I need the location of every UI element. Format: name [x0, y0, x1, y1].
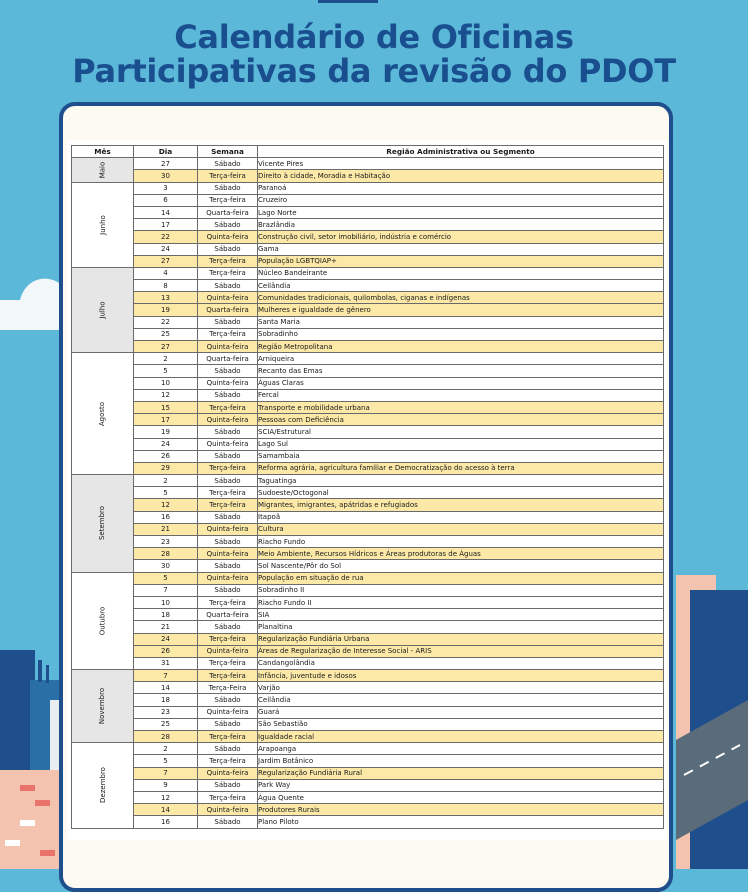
weekday-cell: Quinta-feira	[198, 377, 258, 389]
table-row	[72, 487, 664, 499]
day-cell: 13	[134, 292, 198, 304]
region-cell: Produtores Rurais	[258, 804, 664, 816]
day-cell: 4	[134, 267, 198, 279]
month-label: Novembro	[98, 688, 107, 725]
table-row	[72, 243, 664, 255]
table-row	[72, 596, 664, 608]
table-row	[72, 389, 664, 401]
table-row	[72, 706, 664, 718]
day-cell: 21	[134, 523, 198, 535]
month-label: Dezembro	[98, 767, 107, 804]
table-row	[72, 170, 664, 182]
weekday-cell: Terça-feira	[198, 462, 258, 474]
day-cell: 8	[134, 280, 198, 292]
table-row	[72, 194, 664, 206]
table-row	[72, 267, 664, 279]
weekday-cell: Quinta-feira	[198, 804, 258, 816]
region-cell: Mulheres e igualdade de gênero	[258, 304, 664, 316]
month-cell	[72, 670, 134, 743]
weekday-cell: Terça-feira	[198, 791, 258, 803]
region-cell: Recanto das Emas	[258, 365, 664, 377]
day-cell: 12	[134, 499, 198, 511]
day-cell: 7	[134, 670, 198, 682]
left-window	[5, 840, 20, 846]
table-row	[72, 365, 664, 377]
weekday-cell: Sábado	[198, 560, 258, 572]
table-row	[72, 316, 664, 328]
region-cell: Regularização Fundiária Rural	[258, 767, 664, 779]
day-cell: 5	[134, 572, 198, 584]
weekday-cell: Sábado	[198, 316, 258, 328]
weekday-cell: Quinta-feira	[198, 341, 258, 353]
table-row	[72, 657, 664, 669]
region-cell: Park Way	[258, 779, 664, 791]
table-row	[72, 219, 664, 231]
table-row	[72, 414, 664, 426]
table-row	[72, 791, 664, 803]
region-cell: São Sebastião	[258, 718, 664, 730]
month-label: Maio	[98, 161, 107, 179]
table-row	[72, 475, 664, 487]
day-cell: 12	[134, 389, 198, 401]
table-row	[72, 633, 664, 645]
weekday-cell: Sábado	[198, 243, 258, 255]
weekday-cell: Sábado	[198, 280, 258, 292]
table-row	[72, 743, 664, 755]
day-cell: 31	[134, 657, 198, 669]
weekday-cell: Sábado	[198, 450, 258, 462]
table-row	[72, 341, 664, 353]
region-cell: Pessoas com Deficiência	[258, 414, 664, 426]
table-row	[72, 755, 664, 767]
weekday-cell: Terça-feira	[198, 170, 258, 182]
day-cell: 19	[134, 426, 198, 438]
region-cell: Comunidades tradicionais, quilombolas, ciganas e indígenas	[258, 292, 664, 304]
table-row	[72, 353, 664, 365]
title-line-2: Participativas da revisão do PDOT	[72, 52, 676, 90]
day-cell: 17	[134, 414, 198, 426]
region-cell: Cultura	[258, 523, 664, 535]
table-row	[72, 328, 664, 340]
region-cell: Infância, juventude e idosos	[258, 670, 664, 682]
day-cell: 28	[134, 548, 198, 560]
day-cell: 29	[134, 462, 198, 474]
table-row	[72, 694, 664, 706]
weekday-cell: Quarta-feira	[198, 353, 258, 365]
day-cell: 26	[134, 645, 198, 657]
day-cell: 14	[134, 804, 198, 816]
day-cell: 6	[134, 194, 198, 206]
weekday-cell: Sábado	[198, 621, 258, 633]
day-cell: 30	[134, 560, 198, 572]
day-cell: 27	[134, 341, 198, 353]
region-cell: Itapoã	[258, 511, 664, 523]
left-cloud-shape	[0, 279, 62, 330]
weekday-cell: Quinta-feira	[198, 292, 258, 304]
table-row	[72, 572, 664, 584]
region-cell: Núcleo Bandeirante	[258, 267, 664, 279]
region-cell: Sudoeste/Octogonal	[258, 487, 664, 499]
day-cell: 3	[134, 182, 198, 194]
weekday-cell: Sábado	[198, 816, 258, 828]
region-cell: Construção civil, setor imobiliário, indústria e comércio	[258, 231, 664, 243]
region-cell: Paranoá	[258, 182, 664, 194]
month-label: Outubro	[98, 606, 107, 636]
table-row	[72, 767, 664, 779]
day-cell: 16	[134, 816, 198, 828]
table-row	[72, 462, 664, 474]
region-cell: Sobradinho II	[258, 584, 664, 596]
table-row	[72, 804, 664, 816]
month-cell	[72, 267, 134, 352]
weekday-cell: Sábado	[198, 536, 258, 548]
region-cell: Lago Norte	[258, 206, 664, 218]
region-cell: Ceilândia	[258, 280, 664, 292]
weekday-cell: Sábado	[198, 365, 258, 377]
day-cell: 5	[134, 755, 198, 767]
header-dia: Dia	[134, 146, 198, 158]
weekday-cell: Terça-feira	[198, 670, 258, 682]
left-antenna-2	[46, 665, 49, 683]
table-row	[72, 584, 664, 596]
day-cell: 14	[134, 206, 198, 218]
region-cell: Planaltina	[258, 621, 664, 633]
day-cell: 25	[134, 718, 198, 730]
region-cell: Varjão	[258, 682, 664, 694]
region-cell: SCIA/Estrutural	[258, 426, 664, 438]
left-window	[35, 800, 50, 806]
weekday-cell: Sábado	[198, 743, 258, 755]
month-label: Junho	[98, 214, 107, 235]
weekday-cell: Quarta-feira	[198, 304, 258, 316]
weekday-cell: Sábado	[198, 511, 258, 523]
region-cell: Água Quente	[258, 791, 664, 803]
weekday-cell: Quinta-feira	[198, 706, 258, 718]
region-cell: Gama	[258, 243, 664, 255]
month-cell	[72, 158, 134, 182]
region-cell: Samambaia	[258, 450, 664, 462]
day-cell: 30	[134, 170, 198, 182]
month-cell	[72, 475, 134, 573]
weekday-cell: Quinta-feira	[198, 523, 258, 535]
table-row	[72, 731, 664, 743]
weekday-cell: Terça-feira	[198, 255, 258, 267]
region-cell: Sol Nascente/Pôr do Sol	[258, 560, 664, 572]
weekday-cell: Sábado	[198, 779, 258, 791]
table-row	[72, 536, 664, 548]
header-regiao: Região Administrativa ou Segmento	[258, 146, 664, 158]
day-cell: 27	[134, 158, 198, 170]
table-row	[72, 499, 664, 511]
day-cell: 10	[134, 596, 198, 608]
page-title	[0, 20, 748, 88]
region-cell: SIA	[258, 609, 664, 621]
table-row	[72, 450, 664, 462]
region-cell: Candangolândia	[258, 657, 664, 669]
weekday-cell: Quinta-feira	[198, 438, 258, 450]
weekday-cell: Terça-feira	[198, 633, 258, 645]
weekday-cell: Sábado	[198, 584, 258, 596]
day-cell: 18	[134, 694, 198, 706]
weekday-cell: Terça-feira	[198, 499, 258, 511]
region-cell: Riacho Fundo II	[258, 596, 664, 608]
region-cell: Transporte e mobilidade urbana	[258, 401, 664, 413]
day-cell: 2	[134, 353, 198, 365]
weekday-cell: Quinta-feira	[198, 645, 258, 657]
weekday-cell: Terça-feira	[198, 267, 258, 279]
region-cell: População LGBTQIAP+	[258, 255, 664, 267]
table-row	[72, 292, 664, 304]
weekday-cell: Sábado	[198, 219, 258, 231]
weekday-cell: Quinta-feira	[198, 414, 258, 426]
day-cell: 28	[134, 731, 198, 743]
table-row	[72, 182, 664, 194]
region-cell: Ceilândia	[258, 694, 664, 706]
table-row	[72, 158, 664, 170]
day-cell: 18	[134, 609, 198, 621]
day-cell: 2	[134, 743, 198, 755]
weekday-cell: Terça-feira	[198, 731, 258, 743]
region-cell: Plano Piloto	[258, 816, 664, 828]
table-row	[72, 438, 664, 450]
month-cell	[72, 353, 134, 475]
region-cell: Reforma agrária, agricultura familiar e Democratização do acesso à terra	[258, 462, 664, 474]
weekday-cell: Sábado	[198, 426, 258, 438]
day-cell: 19	[134, 304, 198, 316]
weekday-cell: Terça-feira	[198, 755, 258, 767]
region-cell: Taguatinga	[258, 475, 664, 487]
region-cell: Riacho Fundo	[258, 536, 664, 548]
table-row	[72, 231, 664, 243]
day-cell: 23	[134, 536, 198, 548]
day-cell: 24	[134, 438, 198, 450]
table-row	[72, 255, 664, 267]
region-cell: Santa Maria	[258, 316, 664, 328]
table-body	[72, 158, 664, 828]
region-cell: Igualdade racial	[258, 731, 664, 743]
weekday-cell: Sábado	[198, 182, 258, 194]
table-row	[72, 670, 664, 682]
day-cell: 21	[134, 621, 198, 633]
table-row	[72, 511, 664, 523]
region-cell: Arapoanga	[258, 743, 664, 755]
left-antenna	[38, 660, 42, 682]
weekday-cell: Sábado	[198, 694, 258, 706]
region-cell: Cruzeiro	[258, 194, 664, 206]
region-cell: Regularização Fundiária Urbana	[258, 633, 664, 645]
weekday-cell: Sábado	[198, 718, 258, 730]
calendar-table	[71, 145, 664, 829]
table-row	[72, 548, 664, 560]
day-cell: 24	[134, 243, 198, 255]
day-cell: 24	[134, 633, 198, 645]
weekday-cell: Quinta-feira	[198, 548, 258, 560]
day-cell: 2	[134, 475, 198, 487]
weekday-cell: Terça-feira	[198, 194, 258, 206]
table-row	[72, 621, 664, 633]
day-cell: 10	[134, 377, 198, 389]
region-cell: Fercal	[258, 389, 664, 401]
weekday-cell: Terça-feira	[198, 328, 258, 340]
region-cell: Direito à cidade, Moradia e Habitação	[258, 170, 664, 182]
day-cell: 14	[134, 682, 198, 694]
table-row	[72, 609, 664, 621]
region-cell: Jardim Botânico	[258, 755, 664, 767]
table-row	[72, 401, 664, 413]
region-cell: Guará	[258, 706, 664, 718]
left-window	[20, 785, 35, 791]
header-semana: Semana	[198, 146, 258, 158]
day-cell: 27	[134, 255, 198, 267]
day-cell: 15	[134, 401, 198, 413]
weekday-cell: Quarta-feira	[198, 206, 258, 218]
day-cell: 7	[134, 767, 198, 779]
top-accent-bar	[318, 0, 378, 3]
table-header-row	[72, 146, 664, 158]
table-row	[72, 280, 664, 292]
weekday-cell: Terça-feira	[198, 401, 258, 413]
table-row	[72, 560, 664, 572]
day-cell: 5	[134, 365, 198, 377]
weekday-cell: Quinta-feira	[198, 572, 258, 584]
month-label: Julho	[98, 301, 107, 319]
day-cell: 22	[134, 316, 198, 328]
table-row	[72, 304, 664, 316]
table-row	[72, 682, 664, 694]
weekday-cell: Quarta-feira	[198, 609, 258, 621]
table-row	[72, 645, 664, 657]
month-cell	[72, 182, 134, 267]
table-row	[72, 523, 664, 535]
weekday-cell: Sábado	[198, 389, 258, 401]
region-cell: Sobradinho	[258, 328, 664, 340]
region-cell: Região Metropolitana	[258, 341, 664, 353]
table-row	[72, 779, 664, 791]
day-cell: 26	[134, 450, 198, 462]
left-window	[20, 820, 35, 826]
day-cell: 22	[134, 231, 198, 243]
region-cell: Migrantes, imigrantes, apátridas e refugiados	[258, 499, 664, 511]
region-cell: Vicente Pires	[258, 158, 664, 170]
table-row	[72, 377, 664, 389]
day-cell: 7	[134, 584, 198, 596]
weekday-cell: Quinta-feira	[198, 231, 258, 243]
weekday-cell: Sábado	[198, 158, 258, 170]
table-row	[72, 206, 664, 218]
day-cell: 25	[134, 328, 198, 340]
region-cell: Lago Sul	[258, 438, 664, 450]
month-cell	[72, 572, 134, 670]
region-cell: Brazlândia	[258, 219, 664, 231]
region-cell: Meio Ambiente, Recursos Hídricos e Áreas produtoras de Águas	[258, 548, 664, 560]
table-row	[72, 718, 664, 730]
region-cell: Arniqueira	[258, 353, 664, 365]
weekday-cell: Sábado	[198, 475, 258, 487]
header-mes: Mês	[72, 146, 134, 158]
title-line-1: Calendário de Oficinas	[174, 18, 574, 56]
month-label: Setembro	[98, 506, 107, 541]
day-cell: 23	[134, 706, 198, 718]
weekday-cell: Terça-Feira	[198, 682, 258, 694]
day-cell: 9	[134, 779, 198, 791]
day-cell: 17	[134, 219, 198, 231]
left-window	[40, 850, 55, 856]
month-cell	[72, 743, 134, 828]
day-cell: 12	[134, 791, 198, 803]
region-cell: População em situação de rua	[258, 572, 664, 584]
weekday-cell: Terça-feira	[198, 596, 258, 608]
table-row	[72, 816, 664, 828]
day-cell: 16	[134, 511, 198, 523]
month-label: Agosto	[98, 401, 107, 426]
weekday-cell: Quinta-feira	[198, 767, 258, 779]
region-cell: Águas Claras	[258, 377, 664, 389]
weekday-cell: Terça-feira	[198, 487, 258, 499]
region-cell: Áreas de Regularização de Interesse Social - ARIS	[258, 645, 664, 657]
table-row	[72, 426, 664, 438]
day-cell: 5	[134, 487, 198, 499]
weekday-cell: Terça-feira	[198, 657, 258, 669]
